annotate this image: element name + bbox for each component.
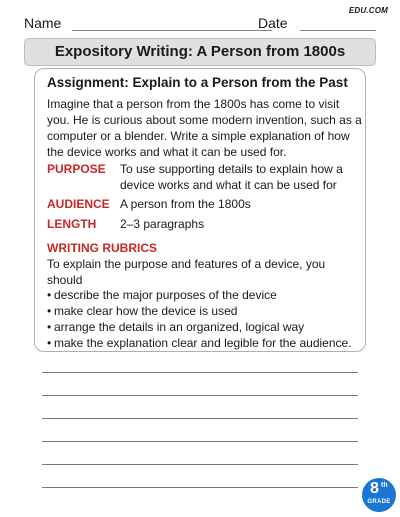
- brand-logo: EDU.COM: [348, 6, 388, 15]
- bullet-icon: •: [47, 304, 52, 318]
- name-field-line: [72, 30, 272, 31]
- grade-number: 8: [370, 480, 379, 497]
- assignment-intro: Imagine that a person from the 1800s has come to visit you. He is curious about some modern invention, such as a computer or a blender. Write a simple explanation of how the device works and what it can be used for.: [47, 97, 362, 159]
- list-item: [47, 303, 363, 319]
- purpose-label: PURPOSE: [47, 162, 106, 176]
- grade-suffix: th: [381, 482, 388, 489]
- list-item: [47, 287, 363, 303]
- writing-line: [42, 441, 358, 442]
- bullet-icon: •: [47, 336, 52, 350]
- grade-word: GRADE: [367, 499, 391, 505]
- length-value: 2–3 paragraphs: [120, 217, 205, 231]
- grade-badge: [362, 478, 396, 512]
- writing-line: [42, 487, 358, 488]
- name-label: Name: [24, 15, 62, 31]
- list-item: [47, 319, 363, 335]
- writing-line: [42, 372, 358, 373]
- date-field-line: [300, 30, 376, 31]
- assignment-title: Assignment: Explain to a Person from the Past: [47, 75, 348, 90]
- list-item: [47, 335, 363, 351]
- rubric-text: make the explanation clear and legible for the audience.: [54, 336, 352, 350]
- rubric-text: make clear how the device is used: [54, 304, 238, 318]
- writing-line: [42, 395, 358, 396]
- audience-label: AUDIENCE: [47, 197, 110, 211]
- bullet-icon: •: [47, 288, 52, 302]
- purpose-value: To use supporting details to explain how a device works and what it can be used for: [120, 162, 343, 192]
- rubric-text: describe the major purposes of the device: [54, 288, 277, 302]
- writing-line: [42, 464, 358, 465]
- audience-value: A person from the 1800s: [120, 197, 251, 211]
- date-label: Date: [258, 15, 288, 31]
- worksheet-title: Expository Writing: A Person from 1800s: [24, 38, 376, 66]
- writing-line: [42, 418, 358, 419]
- length-label: LENGTH: [47, 217, 97, 231]
- rubrics-intro: To explain the purpose and features of a device, you should: [47, 257, 326, 287]
- assignment-box: [34, 68, 366, 352]
- rubrics-list: [47, 287, 363, 351]
- bullet-icon: •: [47, 320, 52, 334]
- rubric-text: arrange the details in an organized, logical way: [54, 320, 305, 334]
- rubrics-heading: WRITING RUBRICS: [47, 241, 157, 255]
- name-date-row: [24, 15, 376, 33]
